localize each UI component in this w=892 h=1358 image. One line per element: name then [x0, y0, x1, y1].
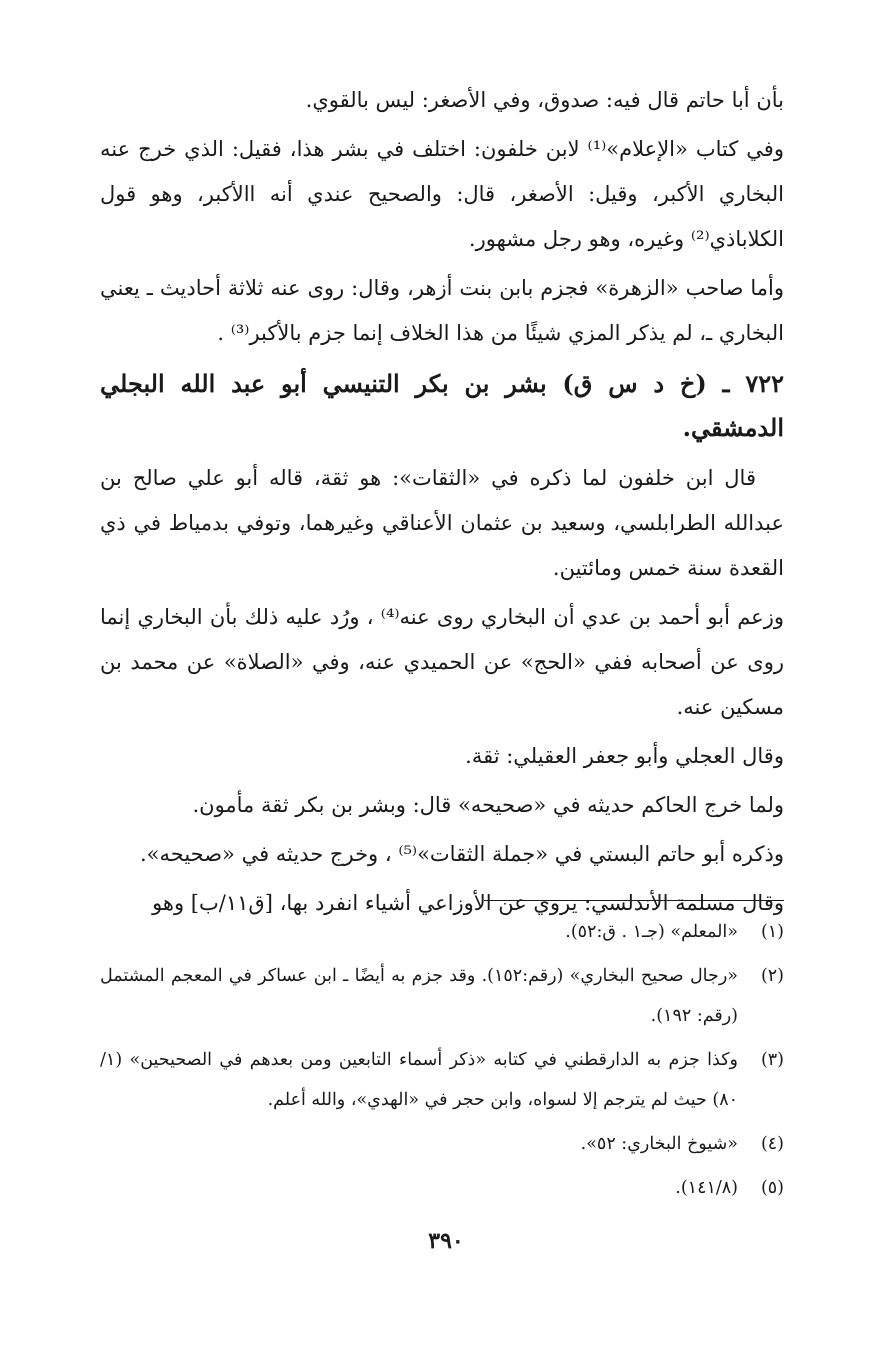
paragraph: وقال العجلي وأبو جعفر العقيلي: ثقة.	[465, 744, 784, 768]
footnote-text: (١٤١/٨).	[675, 1178, 738, 1198]
paragraph: وفي كتاب «الإعلام»⁽¹⁾ لابن خلفون: اختلف في بشر هذا، فقيل: الذي خرج عنه البخاري الأكبر، وقيل: الأصغر، قال: والصحيح عندي أنه االأكبر، وهو قول الكلاباذي⁽²⁾ وغيره، وهو رجل مشهور.	[100, 137, 784, 251]
paragraph: وأما صاحب «الزهرة» فجزم بابن بنت أزهر، وقال: روى عنه ثلاثة أحاديث ـ يعني البخاري ـ، لم يذكر المزي شيئًا من هذا الخلاف إنما جزم بالأكبر⁽³⁾ .	[100, 276, 784, 345]
footnote-text: «شيوخ البخاري: ٥٢».	[580, 1134, 738, 1154]
footnote	[100, 1040, 784, 1120]
paragraph: ولما خرج الحاكم حديثه في «صحيحه» قال: وبشر بن بكر ثقة مأمون.	[192, 793, 784, 817]
footnotes	[100, 912, 784, 1212]
footnote-number: (٤)	[760, 1134, 784, 1154]
page-number: ٣٩٠	[428, 1228, 464, 1254]
footnote-number: (٢)	[760, 966, 784, 986]
paragraph: قال ابن خلفون لما ذكره في «الثقات»: هو ثقة، قاله أبو علي صالح بن عبدالله الطرابلسي، وسعيد بن عثمان الأعناقي وغيرهما، وتوفي بدمياط في ذي القعدة سنة خمس ومائتين.	[100, 466, 784, 580]
footnote	[100, 1168, 784, 1208]
footnote-number: (٣)	[760, 1050, 784, 1070]
footnote-number: (١)	[760, 922, 784, 942]
paragraph: وقال مسلمة الأندلسي: يروي عن الأوزاعي أشياء انفرد بها، [ق١١/ب] وهو	[152, 891, 784, 915]
paragraph: وزعم أبو أحمد بن عدي أن البخاري روى عنه⁽⁴⁾ ، ورُد عليه ذلك بأن البخاري إنما روى عن أصحابه ففي «الحج» عن الحميدي عنه، وفي «الصلاة» عن محمد بن مسكين عنه.	[100, 605, 784, 719]
footnote-number: (٥)	[760, 1178, 784, 1198]
footnote-text: «المعلم» (جـ١ . ق:٥٢).	[565, 922, 738, 942]
paragraph: بأن أبا حاتم قال فيه: صدوق، وفي الأصغر: ليس بالقوي.	[305, 88, 784, 112]
footnote-text: «رجال صحيح البخاري» (رقم:١٥٢). وقد جزم به أيضًا ـ ابن عساكر في المعجم المشتمل (رقم: ١٩٢).	[100, 966, 738, 1026]
paragraph: وذكره أبو حاتم البستي في «جملة الثقات»⁽⁵⁾ ، وخرج حديثه في «صحيحه».	[140, 842, 784, 866]
footnote	[100, 912, 784, 952]
footnote-divider	[484, 900, 784, 901]
footnote	[100, 1124, 784, 1164]
main-text	[100, 78, 784, 930]
entry-heading: ٧٢٢ ـ (خ د س ق) بشر بن بكر التنيسي أبو عبد الله البجلي الدمشقي.	[100, 369, 784, 442]
footnote-text: وكذا جزم به الدارقطني في كتابه «ذكر أسماء التابعين ومن بعدهم في الصحيحين» (١/ ٨٠) حيث لم يترجم إلا لسواه، وابن حجر في «الهدي»، والله أعلم.	[100, 1050, 738, 1110]
footnote	[100, 956, 784, 1036]
